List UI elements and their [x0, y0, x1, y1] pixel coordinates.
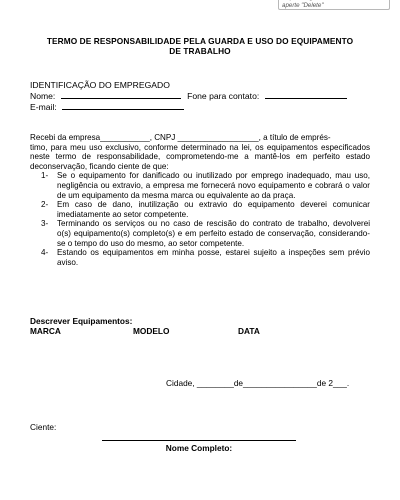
name-field[interactable]: [61, 90, 181, 99]
item-number: 2-: [41, 200, 49, 210]
email-field[interactable]: [62, 101, 184, 110]
terms-body: [30, 133, 370, 267]
signature-line: [102, 440, 296, 441]
list-item: [30, 171, 370, 200]
item-text: Em caso de dano, inutilização ou extravio do equipamento deverei comunicar imediatamente ao setor competente.: [57, 200, 370, 219]
employee-identification: [30, 80, 347, 112]
item-text: Se o equipamento for danificado ou inutilizado por emprego inadequado, mau uso, negligência ou extravio, a empresa me fornecerá novo equipamento e cobrará o valor de um equipamento da mesma marca ou equivalente ao da praça.: [57, 171, 370, 200]
phone-field[interactable]: [265, 90, 347, 99]
title-line-1: TERMO DE RESPONSABILIDADE PELA GUARDA E USO DO EQUIPAMENTO: [46, 36, 354, 46]
terms-list: [30, 171, 370, 267]
intro-line-1: Recebi da empresa___________, CNPJ __________________, a título de emprés-: [30, 133, 331, 142]
column-data: DATA: [238, 326, 260, 336]
email-label: E-mail:: [30, 102, 57, 112]
city-date-line: Cidade, ________de________________de 2___.: [166, 378, 350, 388]
list-item: [30, 248, 370, 267]
ciente-label: Ciente:: [30, 422, 57, 432]
identification-heading: IDENTIFICAÇÃO DO EMPREGADO: [30, 80, 170, 90]
name-row: [30, 90, 347, 101]
title-line-2: DE TRABALHO: [169, 46, 231, 56]
item-number: 4-: [41, 248, 49, 258]
intro-rest: timo, para meu uso exclusivo, conforme determinado na lei, os equipamentos especificados neste termo de responsabilidade, comprometendo-me a mantê-los em perfeito estado deconservação, ficando ciente de que:: [30, 142, 370, 171]
column-marca: MARCA: [30, 326, 61, 336]
equipment-heading: Descrever Equipamentos:: [30, 316, 133, 326]
item-number: 1-: [41, 171, 49, 181]
item-text: Terminando os serviços ou no caso de rescisão do contrato de trabalho, devolverei o(s) equipamento(s) completo(s) e em perfeito estado de conservação, considerando-se o tempo do uso do mesmo, ao setor competente.: [57, 219, 370, 248]
phone-label: Fone para contato:: [187, 91, 260, 101]
name-label: Nome:: [30, 91, 56, 101]
list-item: [30, 219, 370, 248]
signature-name-label: Nome Completo:: [165, 443, 233, 453]
document-title: [30, 36, 370, 56]
note-line-2: aperte "Delete": [282, 1, 324, 9]
item-number: 3-: [41, 219, 49, 229]
item-text: Estando os equipamentos em minha posse, estarei sujeito a inspeções sem prévio aviso.: [57, 248, 370, 267]
list-item: [30, 200, 370, 219]
column-modelo: MODELO: [133, 326, 170, 336]
email-row: [30, 101, 347, 112]
instruction-note: [278, 0, 390, 10]
